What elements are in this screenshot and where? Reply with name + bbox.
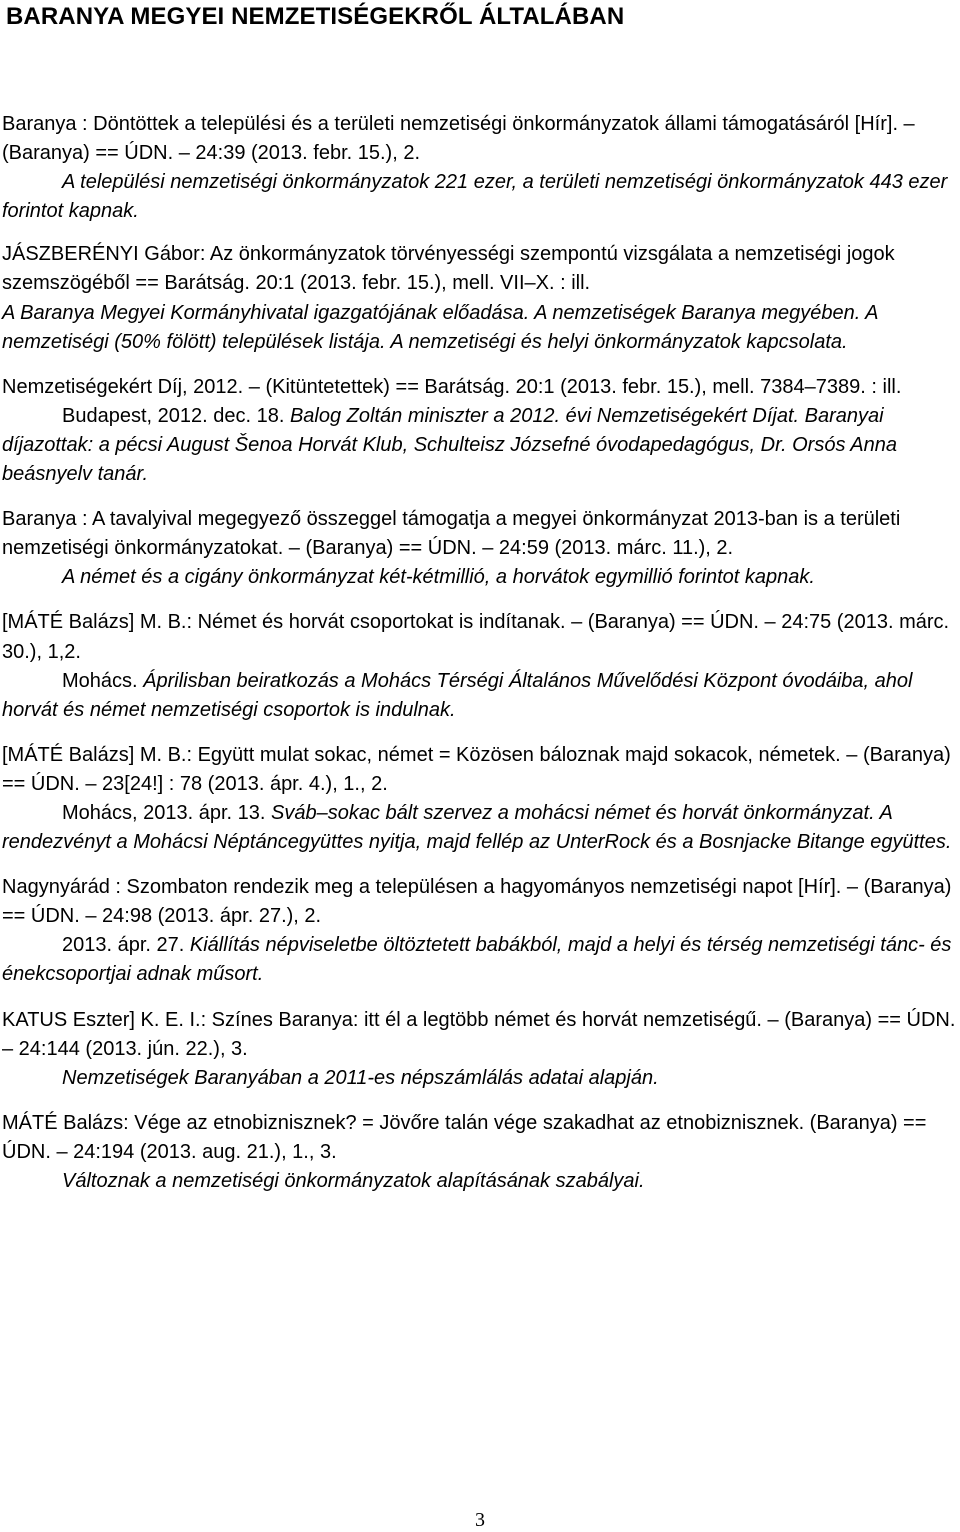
entry-annotation [2, 931, 956, 989]
bibliography-entry [2, 240, 956, 356]
entry-citation: KATUS Eszter] K. E. I.: Színes Baranya: itt él a legtöbb német és horvát nemzetiségű. – (Baranya) == ÚDN. – 24:144 (2013. jún. 22.), 3. [2, 1008, 956, 1060]
bibliography-entry [2, 1006, 956, 1093]
document-title: BARANYA MEGYEI NEMZETISÉGEKRŐL ÁLTALÁBAN [6, 3, 625, 30]
entry-citation: [MÁTÉ Balázs] M. B.: Együtt mulat sokac, német = Közösen báloznak majd sokacok, németek. – (Baranya) == ÚDN. – 23[24!] : 78 (2013. ápr. 4.), 1., 2. [2, 743, 951, 795]
entry-annotation-place: Budapest, 2012. dec. 18. [62, 404, 285, 427]
bibliography-entry [2, 741, 956, 857]
entry-annotation [2, 799, 956, 857]
entry-annotation-text: Balog Zoltán miniszter a 2012. évi Nemzetiségekért Díjat. Baranyai díjazottak: a pécsi August Šenoa Horvát Klub, Schulteisz Józsefné óvodapedagógus, Dr. Orsós Anna beásnyelv tanár. [2, 404, 897, 486]
entry-annotation-text: Kiállítás népviseletbe öltöztetett babákból, majd a helyi és térség nemzetiségi tánc- és énekcsoportjai adnak műsort. [2, 934, 952, 986]
entry-annotation [2, 1064, 956, 1093]
entry-annotation [2, 299, 956, 357]
entry-annotation-text: Változnak a nemzetiségi önkormányzatok alapításának szabályai. [62, 1170, 645, 1192]
bibliography-entry [2, 873, 956, 989]
entry-citation: Nagynyárád : Szombaton rendezik meg a településen a hagyományos nemzetiségi napot [Hír]. – (Baranya) == ÚDN. – 24:98 (2013. ápr. 27.), 2. [2, 876, 952, 928]
entry-annotation [2, 563, 956, 592]
entry-annotation-place: Mohács, 2013. ápr. 13. [62, 801, 266, 824]
entry-annotation-text: A települési nemzetiségi önkormányzatok 221 ezer, a területi nemzetiségi önkormányzatok 443 ezer forintot kapnak. [2, 171, 948, 223]
entry-citation: Baranya : Döntöttek a települési és a területi nemzetiségi önkormányzatok állami támogatásáról [Hír]. – (Baranya) == ÚDN. – 24:39 (2013. febr. 15.), 2. [2, 113, 915, 165]
entry-annotation-place: 2013. ápr. 27. [62, 934, 185, 957]
entry-annotation-text: A Baranya Megyei Kormányhivatal igazgatójának előadása. A nemzetiségek Baranya megyében. A nemzetiségi (50% fölött) települések listája. A nemzetiségi és helyi önkormányzatok kapcsolata. [2, 301, 878, 353]
entry-citation: JÁSZBERÉNYI Gábor: Az önkormányzatok törvényességi szempontú vizsgálata a nemzetiségi jogok szemszögéből == Barátság. 20:1 (2013. febr. 15.), mell. VII–X. : ill. [2, 243, 895, 295]
entry-annotation-text: Nemzetiségek Baranyában a 2011-es népszámlálás adatai alapján. [62, 1066, 659, 1089]
bibliography-entry [2, 373, 956, 489]
entry-annotation-text: A német és a cigány önkormányzat két-kétmillió, a horvátok egymillió forintot kapnak. [62, 566, 815, 589]
entry-annotation-text: Sváb–sokac bált szervez a mohácsi német és horvát önkormányzat. A rendezvényt a Mohácsi Néptáncegyüttes nyitja, majd fellép az UnterRock és a Bosnjacke Bitange együttes. [2, 801, 952, 854]
entry-annotation [2, 402, 956, 489]
entry-annotation [2, 1167, 956, 1196]
bibliography-entry [2, 505, 956, 592]
entry-citation: MÁTÉ Balázs: Vége az etnobiznisznek? = Jövőre talán vége szakadhat az etnobiznisznek. (Baranya) == ÚDN. – 24:194 (2013. aug. 21.), 1., 3. [2, 1111, 927, 1163]
entry-annotation-place: Mohács. [62, 669, 138, 692]
entry-citation: Baranya : A tavalyival megegyező összeggel támogatja a megyei önkormányzat 2013-ban is a területi nemzetiségi önkormányzatokat. – (Baranya) == ÚDN. – 24:59 (2013. márc. 11.), 2. [2, 508, 901, 560]
bibliography-entry [2, 1109, 956, 1196]
entry-citation: Nemzetiségekért Díj, 2012. – (Kitüntetettek) == Barátság. 20:1 (2013. febr. 15.), mell. 7384–7389. : ill. [2, 375, 902, 398]
entry-annotation [2, 667, 956, 725]
entry-citation: [MÁTÉ Balázs] M. B.: Német és horvát csoportokat is indítanak. – (Baranya) == ÚDN. – 24:75 (2013. márc. 30.), 1,2. [2, 611, 950, 663]
bibliography-entry [2, 110, 956, 226]
bibliography-list [2, 110, 956, 1196]
bibliography-entry [2, 608, 956, 724]
page-number: 3 [475, 1509, 485, 1531]
entry-annotation [2, 168, 956, 226]
entry-annotation-text: Áprilisban beiratkozás a Mohács Térségi Általános Művelődési Központ óvodáiba, ahol horvát és német nemzetiségi csoportok is indulnak. [2, 669, 913, 721]
